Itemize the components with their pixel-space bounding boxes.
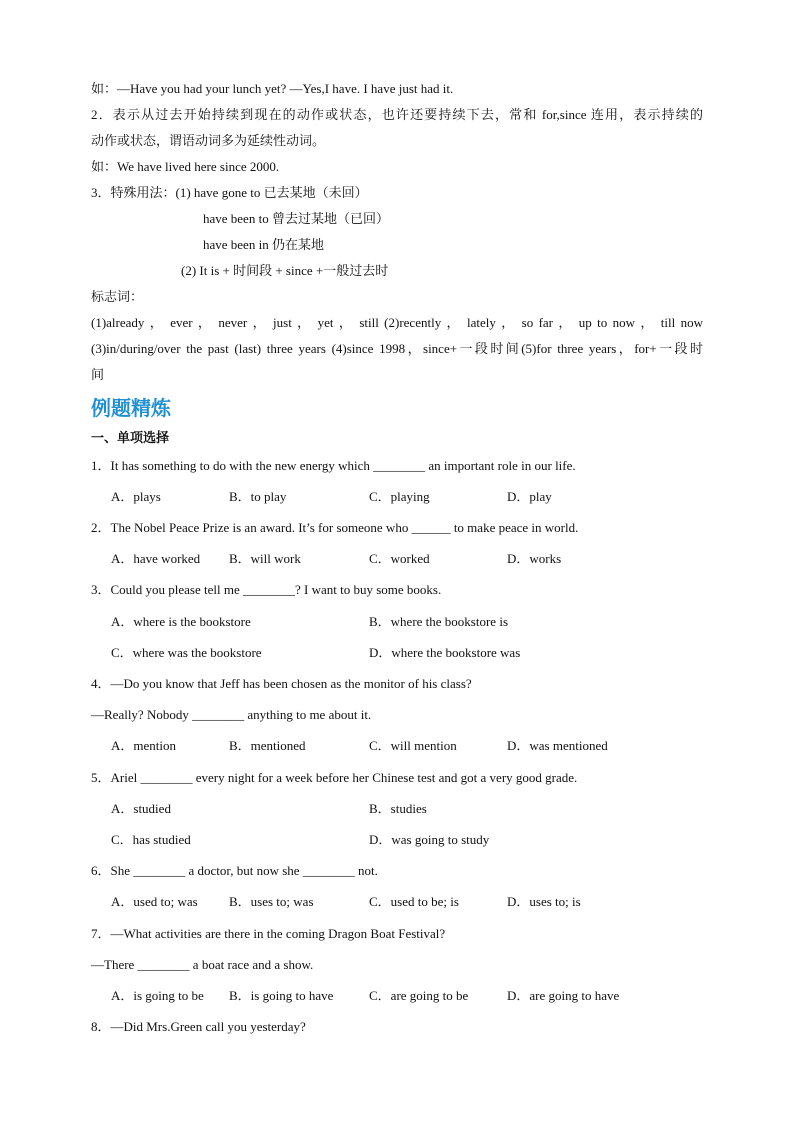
option-7b: B．is going to have xyxy=(229,988,334,1003)
option-1b: B．to play xyxy=(229,489,287,504)
question-4-line-2: —Really? Nobody ________ anything to me about it. xyxy=(91,707,372,722)
option-1c: C．playing xyxy=(369,489,430,504)
signal-words-line-1: (1)already ， ever ， never ， just ， yet ， still (2)recently ， lately ， so far ， up to now ， till now xyxy=(91,315,703,330)
option-6b: B．uses to; was xyxy=(229,894,314,909)
rule-2-line-1: 2．表示从过去开始持续到现在的动作或状态，也许还要持续下去，常和 for,since 连用，表示持续的 xyxy=(91,107,703,122)
question-2: 2．The Nobel Peace Prize is an award. It’s for someone who ______ to make peace in world. xyxy=(91,520,579,535)
question-5: 5．Ariel ________ every night for a week before her Chinese test and got a very good grade. xyxy=(91,770,578,785)
example-line-2: 如：We have lived here since 2000. xyxy=(91,159,280,174)
option-7c: C．are going to be xyxy=(369,988,469,1003)
signal-words-label: 标志词： xyxy=(91,289,144,304)
question-4: 4．—Do you know that Jeff has been chosen as the monitor of his class? xyxy=(91,676,472,691)
rule-3-line-2: have been to 曾去过某地（已回） xyxy=(203,211,389,226)
option-4c: C．will mention xyxy=(369,738,457,753)
question-7: 7．—What activities are there in the coming Dragon Boat Festival? xyxy=(91,926,446,941)
option-6c: C．used to be; is xyxy=(369,894,459,909)
question-8: 8．—Did Mrs.Green call you yesterday? xyxy=(91,1019,306,1034)
option-2c: C．worked xyxy=(369,551,430,566)
option-6d: D．uses to; is xyxy=(507,894,581,909)
option-2a: A．have worked xyxy=(111,551,201,566)
option-5d: D．was going to study xyxy=(369,832,490,847)
example-line-1: 如：—Have you had your lunch yet? —Yes,I have. I have just had it. xyxy=(91,81,454,96)
option-3c: C．where was the bookstore xyxy=(111,645,262,660)
rule-2-line-2: 动作或状态，谓语动词多为延续性动词。 xyxy=(91,133,326,148)
option-7a: A．is going to be xyxy=(111,988,204,1003)
option-2d: D．works xyxy=(507,551,562,566)
question-3: 3．Could you please tell me ________? I want to buy some books. xyxy=(91,582,442,597)
option-3a: A．where is the bookstore xyxy=(111,614,251,629)
option-7d: D．are going to have xyxy=(507,988,620,1003)
question-6: 6．She ________ a doctor, but now she ________ not. xyxy=(91,863,378,878)
question-7-line-2: —There ________ a boat race and a show. xyxy=(91,957,314,972)
signal-words-line-3: 间 xyxy=(91,367,105,382)
question-1: 1．It has something to do with the new energy which ________ an important role in our life. xyxy=(91,458,576,473)
option-5a: A．studied xyxy=(111,801,171,816)
option-5c: C．has studied xyxy=(111,832,191,847)
option-5b: B．studies xyxy=(369,801,427,816)
option-3d: D．where the bookstore was xyxy=(369,645,521,660)
section-title: 例题精炼 xyxy=(91,396,171,420)
option-6a: A．used to; was xyxy=(111,894,198,909)
option-4a: A．mention xyxy=(111,738,176,753)
subsection-title: 一、单项选择 xyxy=(91,431,170,446)
rule-3-line-4: (2) It is + 时间段 + since +一般过去时 xyxy=(181,263,389,278)
signal-words-line-2: (3)in/during/over the past (last) three years (4)since 1998，since+一段时间(5)for three years，for+一段时 xyxy=(91,341,703,356)
option-4b: B．mentioned xyxy=(229,738,306,753)
option-1a: A．plays xyxy=(111,489,161,504)
rule-3-line-3: have been in 仍在某地 xyxy=(203,237,324,252)
option-3b: B．where the bookstore is xyxy=(369,614,509,629)
rule-3-line-1: 3．特殊用法：(1) have gone to 已去某地（未回） xyxy=(91,185,368,200)
option-4d: D．was mentioned xyxy=(507,738,608,753)
option-2b: B．will work xyxy=(229,551,301,566)
option-1d: D．play xyxy=(507,489,552,504)
